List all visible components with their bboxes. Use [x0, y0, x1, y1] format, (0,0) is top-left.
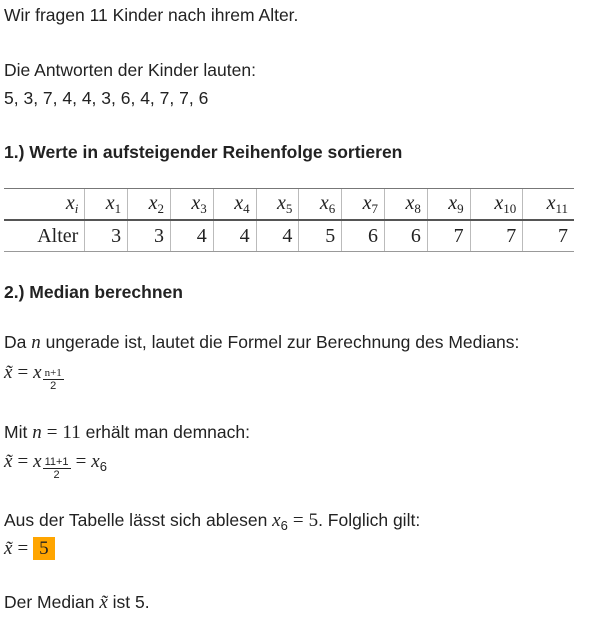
- index-sub: 11: [555, 200, 568, 216]
- equals-sign: =: [17, 538, 29, 559]
- table-header-cell: [470, 189, 523, 221]
- table-cell: 3: [128, 220, 171, 252]
- result-sub: 6: [99, 459, 107, 474]
- table-header-cell: [342, 189, 385, 221]
- symbol-n: n: [32, 422, 42, 443]
- index-sub: 4: [243, 200, 250, 216]
- table-cell: 3: [85, 220, 128, 252]
- n-value: 11: [62, 422, 81, 443]
- result-formula: [4, 538, 55, 560]
- table-row: [4, 220, 574, 252]
- equals-sign: =: [46, 422, 58, 443]
- index-sub: 1: [114, 200, 122, 216]
- index-symbol: x: [448, 191, 458, 214]
- table-reading-sentence: [4, 510, 420, 533]
- equals-sign: =: [17, 362, 29, 383]
- table-header-row: [4, 189, 574, 221]
- table-header-cell: [256, 189, 299, 221]
- table-header-cell: [85, 189, 128, 221]
- index-sub: 2: [157, 200, 164, 216]
- index-symbol: x: [277, 191, 286, 214]
- equals-sign: =: [17, 451, 29, 472]
- fraction-denominator: 2: [53, 469, 60, 481]
- index-sub: 3: [200, 200, 207, 216]
- median-formula: [4, 362, 64, 392]
- median-symbol: x̃: [99, 592, 108, 613]
- formula-fraction: [43, 456, 71, 481]
- text-final-b: ist 5.: [107, 592, 150, 612]
- formula-fraction: [43, 367, 64, 392]
- odd-n-sentence: [4, 332, 519, 354]
- index-sub: 6: [328, 200, 336, 216]
- table-header-cell: [385, 189, 428, 221]
- table-cell: 7: [470, 220, 523, 252]
- index-symbol: x: [494, 191, 504, 214]
- median-symbol: x̃: [4, 362, 13, 383]
- index-symbol: x: [319, 191, 329, 214]
- text-aus: Aus der Tabelle lässt sich ablesen: [4, 510, 273, 530]
- table-cell: 7: [523, 220, 574, 252]
- x6-variable: x: [272, 510, 281, 531]
- table-header-cell: [128, 189, 171, 221]
- median-symbol: x̃: [4, 538, 13, 559]
- table-header-cell: [213, 189, 256, 221]
- fraction-numerator: n+1: [44, 367, 62, 379]
- index-sub: 5: [285, 200, 293, 216]
- table-cell: 5: [299, 220, 342, 252]
- text-erhaelt: erhält man demnach:: [80, 422, 250, 442]
- answers-list: 5, 3, 7, 4, 4, 3, 6, 4, 7, 7, 6: [4, 88, 209, 108]
- table-row-label: Alter: [4, 220, 85, 252]
- step1-heading-text: 1.) Werte in aufsteigender Reihenfolge sortieren: [4, 142, 403, 162]
- x6-sub: 6: [280, 518, 288, 533]
- fraction-numerator: 11+1: [44, 456, 69, 468]
- conclusion-sentence: [4, 592, 150, 614]
- n-value-sentence: [4, 422, 250, 444]
- index-symbol: x: [546, 191, 556, 214]
- index-symbol: x: [405, 191, 415, 214]
- table-header-cell: [299, 189, 342, 221]
- header-symbol-x: x: [65, 191, 75, 214]
- index-sub: 9: [457, 200, 464, 216]
- index-symbol: x: [362, 191, 372, 214]
- intro-text: Wir fragen 11 Kinder nach ihrem Alter.: [4, 5, 299, 25]
- index-symbol: x: [234, 191, 244, 214]
- index-symbol: x: [191, 191, 201, 214]
- table-cell: 7: [427, 220, 470, 252]
- index-sub: 10: [503, 200, 517, 216]
- table-header-cell: [170, 189, 213, 221]
- header-symbol-sub: i: [74, 200, 79, 216]
- result-variable: x: [91, 451, 100, 472]
- table-cell: 6: [385, 220, 428, 252]
- table-header-cell: [427, 189, 470, 221]
- step2-heading-text: 2.) Median berechnen: [4, 282, 183, 302]
- median-symbol: x̃: [4, 451, 13, 472]
- index-sub: 8: [414, 200, 421, 216]
- table-cell: 4: [256, 220, 299, 252]
- text-ungerade: ungerade ist, lautet die Formel zur Berechnung des Medians:: [40, 332, 520, 352]
- substituted-formula: [4, 451, 107, 481]
- index-symbol: x: [105, 191, 115, 214]
- equals-sign: =: [292, 510, 304, 531]
- text-da: Da: [4, 332, 32, 352]
- index-symbol: x: [148, 191, 158, 214]
- text-mit: Mit: [4, 422, 33, 442]
- symbol-n: n: [31, 332, 41, 353]
- table-cell: 4: [170, 220, 213, 252]
- table-header-symbol: [4, 189, 85, 221]
- step2-heading: [4, 282, 183, 303]
- fraction-denominator: 2: [50, 380, 57, 392]
- median-result-highlight: 5: [33, 537, 55, 560]
- answers-label: Die Antworten der Kinder lauten:: [4, 60, 256, 80]
- text-folglich: . Folglich gilt:: [318, 510, 421, 530]
- table-header-cell: [523, 189, 574, 221]
- table-cell: 6: [342, 220, 385, 252]
- x6-value: 5: [308, 510, 319, 531]
- equals-sign: =: [75, 451, 87, 472]
- step1-heading: [4, 142, 402, 163]
- table-cell: 4: [213, 220, 256, 252]
- index-sub: 7: [371, 200, 379, 216]
- formula-variable: x: [33, 451, 42, 472]
- text-final-a: Der Median: [4, 592, 100, 612]
- values-table: [4, 188, 574, 252]
- formula-variable: x: [33, 362, 42, 383]
